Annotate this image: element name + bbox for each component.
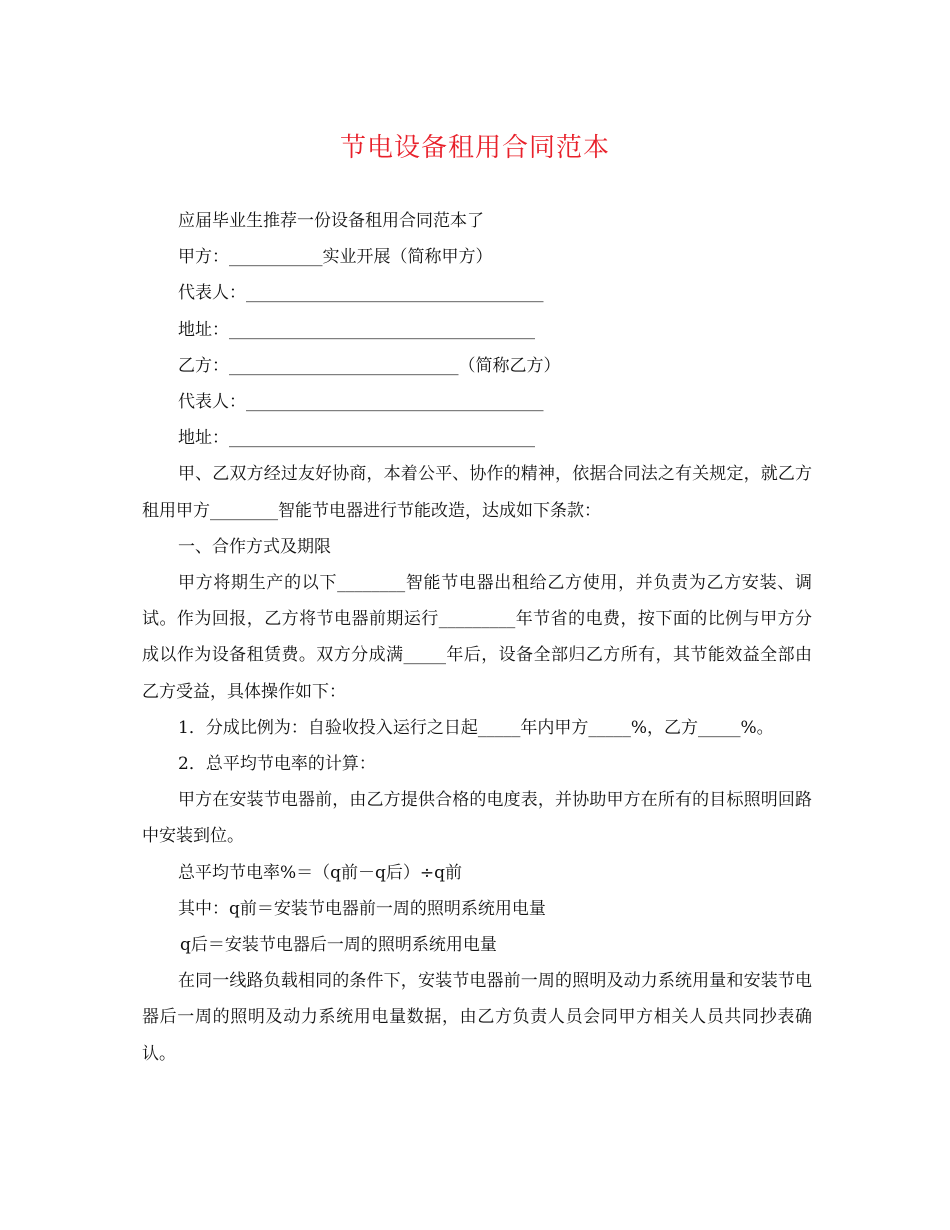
party-a-line: 甲方：___________实业开展（简称甲方） xyxy=(178,247,493,268)
meter-reading-paragraph: 在同一线路负载相同的条件下，安装节电器前一周的照明及动力系统用量和安装节电器后一周的照明及动力系统用电量数据，由乙方负责人员会同甲方相关人员共同抄表确认。 xyxy=(142,971,812,1064)
cooperation-paragraph: 甲方将期生产的以下________智能节电器出租给乙方使用，并负责为乙方安装、调试。作为回报，乙方将节电器前期运行_________年节省的电费，按下面的比例与甲方分成以作为设备租赁费。双方分成满_____年后，设备全部归乙方所有，其节能效益全部由乙方受益，具体操作如下： xyxy=(142,573,812,702)
section-heading-1: 一、合作方式及期限 xyxy=(178,536,331,557)
document-body xyxy=(142,203,812,1072)
formula-line: 总平均节电率%＝（q前－q后）÷q前 xyxy=(178,862,463,883)
document-title: 节电设备租用合同范本 xyxy=(339,133,610,163)
clause-1-paragraph: 1．分成比例为：自验收投入运行之日起_____年内甲方_____%，乙方_____%。 xyxy=(178,717,774,738)
formula-definition-before: 其中：q前＝安装节电器前一周的照明系统用电量 xyxy=(178,898,546,919)
clause-2-heading: 2．总平均节电率的计算： xyxy=(178,754,376,775)
party-a-representative-line: 代表人：___________________________________ xyxy=(178,283,544,304)
party-b-representative-line: 代表人：___________________________________ xyxy=(178,392,544,413)
intro-paragraph: 应届毕业生推荐一份设备租用合同范本了 xyxy=(178,211,484,231)
preamble-paragraph: 甲、乙双方经过友好协商，本着公平、协作的精神，依据合同法之有关规定，就乙方租用甲方________智能节电器进行节能改造，达成如下条款： xyxy=(142,464,812,521)
meter-installation-paragraph: 甲方在安装节电器前，由乙方提供合格的电度表，并协助甲方在所有的目标照明回路中安装到位。 xyxy=(142,790,812,847)
party-a-address-line: 地址：____________________________________ xyxy=(178,319,535,340)
party-b-address-line: 地址：____________________________________ xyxy=(178,428,535,449)
formula-definition-after: q后＝安装节电器后一周的照明系统用电量 xyxy=(180,935,497,956)
party-b-line: 乙方：___________________________（简称乙方） xyxy=(178,355,561,376)
